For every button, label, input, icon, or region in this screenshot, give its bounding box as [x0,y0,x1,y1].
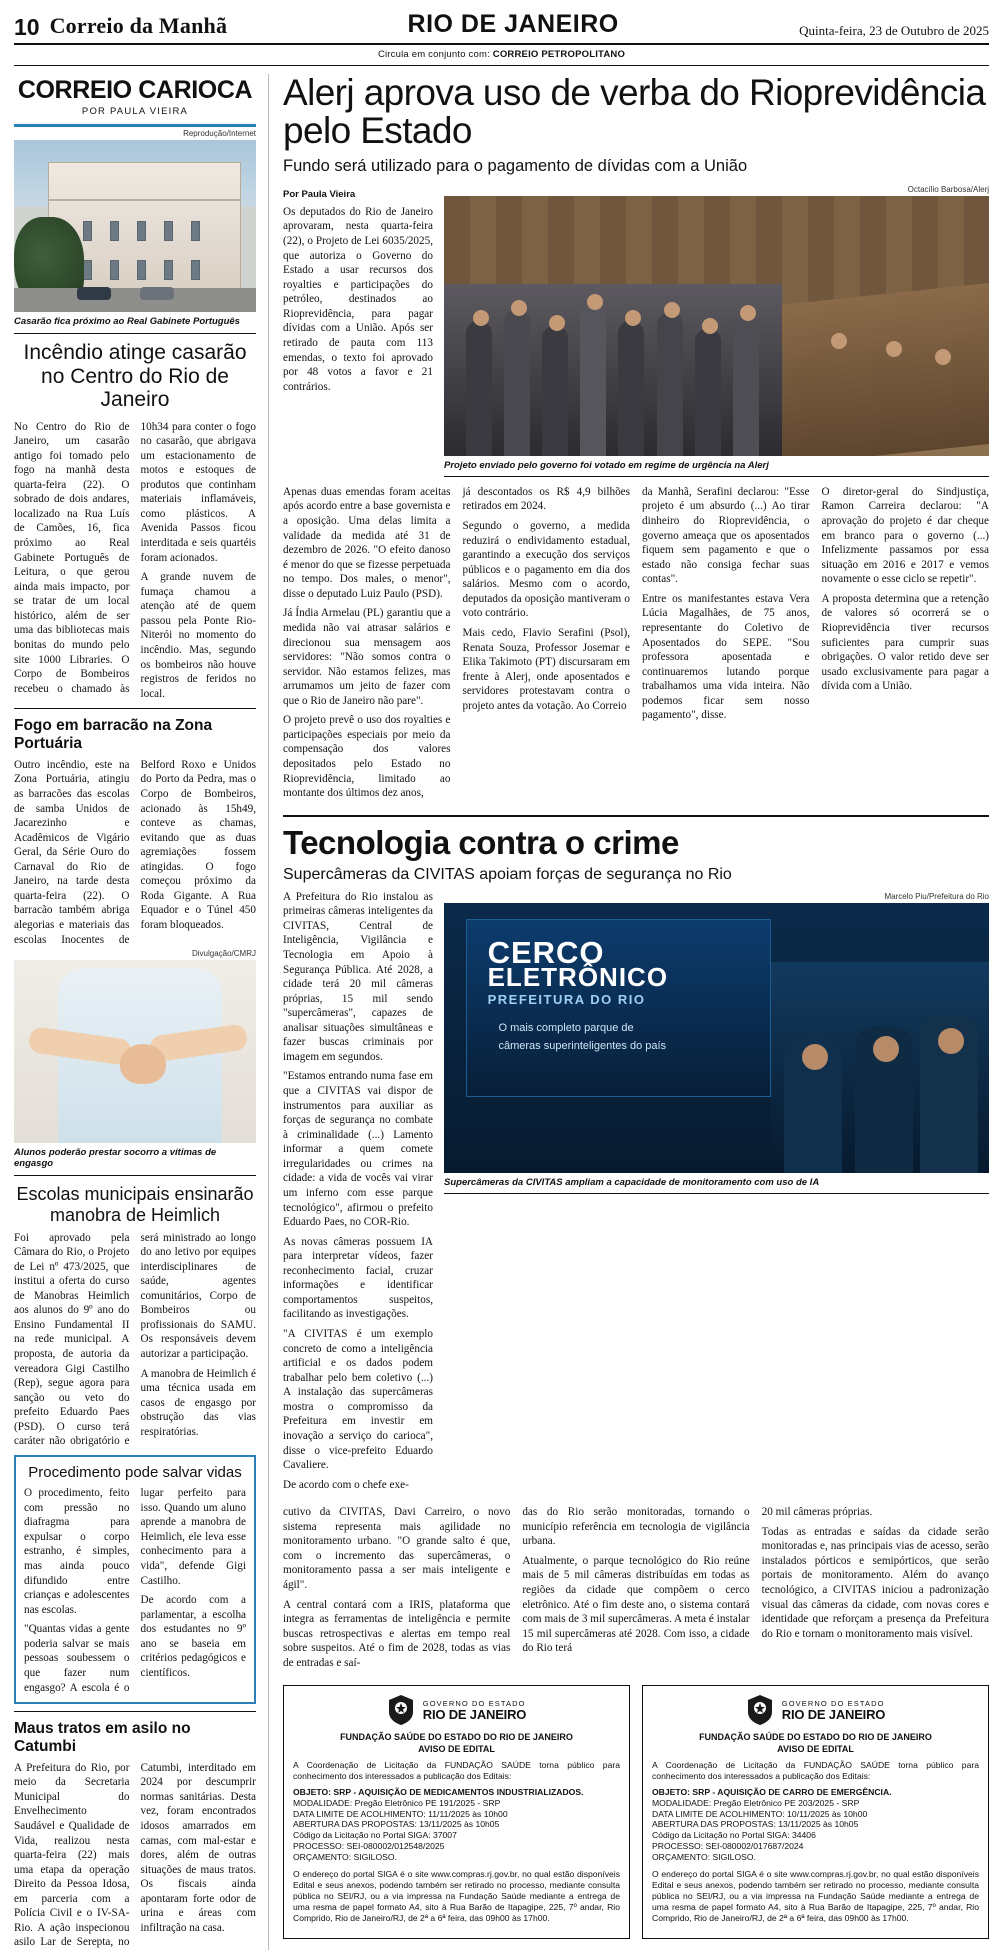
edital-footer-2: O endereço do portal SIGA é o site www.compras.rj.gov.br, no qual estão disponíveis Edital e seus anexos, podendo também ser retirado no processo, mediante consulta pública no SEI/RJ, ou a via impressa na Fundação Saúde mediante a entrega de uma resma de papel formato A4, sito à Rua Barão de Itapagipe, 225, 7º andar, Rio Comprido, Rio de Janeiro/RJ, de 2ª a 6ª feira, das 09h00 às 17h00. [652,1869,979,1923]
tech-col-2 [522,1505,749,1675]
edital-intro-2: A Coordenação de Licitação da FUNDAÇÃO SAÚDE torna público para conhecimento dos interessados a publicação dos Editais: [652,1759,979,1781]
photo-credit-civitas: Marcelo Piu/Prefeitura do Rio [884,891,989,901]
edital-orcamento-1: ORÇAMENTO: SIGILOSO. [293,1852,397,1863]
gov-line-2: RIO DE JANEIRO [781,1706,886,1722]
story-escolas [14,1231,256,1449]
edital-intro-1: A Coordenação de Licitação da FUNDAÇÃO SAÚDE torna público para conhecimento dos interessados a publicação dos Editais: [293,1759,620,1781]
alerj-body-columns [283,485,989,806]
box-procedimento [14,1455,256,1704]
alerj-lead-p1: Os deputados do Rio de Janeiro aprovaram, nesta quarta-feira (22), o Projeto de Lei 6035/2025, que autoriza o Governo do Estado a usar recursos dos royalties e participações do petróleo, destinados ao Rioprevidência, para pagar dívidas com a União. Após ser retirado de pauta com 113 emendas, o texto foi aprovado por 48 votos a favor e 21 contrários. [283,205,433,393]
edital-title-line1: FUNDAÇÃO SAÚDE DO ESTADO DO RIO DE JANEIRO [340,1732,573,1743]
alerj-col-3 [642,485,810,806]
caption-casarao: Casarão fica próximo ao Real Gabinete Português [14,312,256,334]
story-procedimento [24,1486,246,1695]
story-procedimento-p3: De acordo com a parlamentar, a escolha dos estudantes no 9º ano se baseia em critérios pedagógicos e científicos. [140,1594,246,1679]
caption-alerj: Projeto enviado pelo governo foi votado em regime de urgência na Alerj [444,456,989,477]
tech-body-columns [283,1505,989,1675]
headline-tecnologia: Tecnologia contra o crime [283,823,679,861]
coat-of-arms-icon [746,1694,774,1726]
screen-line-5: câmeras superinteligentes do país [498,1040,667,1053]
edital-modalidade-2: MODALIDADE: Pregão Eletrônico PE 203/2025 - SRP [652,1797,860,1808]
photo-credit-alerj: Octacílio Barbosa/Alerj [907,184,989,194]
screen-line-2: ELETRÔNICO [487,962,669,993]
alerj-col-1 [283,485,451,806]
gov-line-1: GOVERNO DO ESTADO [422,1698,526,1708]
edital-processo-1: PROCESSO: SEI-080002/012548/2025 [293,1841,445,1852]
edital-medicamentos [283,1685,630,1938]
alerj-lead-column [283,183,433,477]
circulation-note [14,45,989,66]
edital-lines-2 [652,1787,979,1863]
photo-alerj-plenario [444,196,989,456]
screen-line-4: O mais completo parque de [498,1021,634,1034]
photo-casarao [14,140,256,312]
edital-processo-2: PROCESSO: SEI-080002/017687/2024 [652,1841,804,1852]
headline-barracao: Fogo em barracão na Zona Portuária [14,717,213,753]
edital-title-2 [652,1732,979,1755]
alerj-c4-p2: A proposta determina que a retenção de valores só ocorrerá se o Rioprevidência tiver recursos suficientes para cumprir suas obrigações. O valor retido deve ser usado exclusivamente para pagar a dívida com a União. [821,592,989,693]
photo-civitas [444,903,989,1173]
circulation-partner: CORREIO PETROPOLITANO [492,49,626,60]
masthead [14,0,989,45]
alerj-c2-p3: Mais cedo, Flavio Serafini (Psol), Renata Souza, Professor Josemar e Elika Takimoto (PT) discursaram em frente à Alerj, onde aposentados e servidores protestavam contra o projeto antes da votação. Ao Correio [462,626,630,712]
gov-logo-text-2 [782,1700,885,1722]
circulation-prefix: Circula em conjunto com: [377,49,490,60]
edital-abertura-2: ABERTURA DAS PROPOSTAS: 13/11/2025 às 10h05 [652,1819,859,1830]
edital-modalidade-1: MODALIDADE: Pregão Eletrônico PE 191/2025 - SRP [293,1797,501,1808]
edital-title-line2: AVISO DE EDITAL [777,1743,854,1754]
tech-lead-p3: As novas câmeras possuem IA para interpretar vídeos, fazer reconhecimento facial, cruzar informações e identificar comportamentos suspeitos, facilitando as investigações. [283,1235,433,1321]
story-incendio [14,420,256,702]
story-escolas-p2: A manobra de Heimlich é uma técnica usada em casos de engasgo por obstrução das vias respiratórias. [140,1367,256,1438]
story-incendio-p1: No Centro do Rio de Janeiro, um casarão antigo foi tomado pelo fogo na manhã desta quarta-feira (22). O sobrado de dois andares, localizado na Rua Luís de Camões, 16, fica próximo ao Real Gabinete Português de Leitura, o que gerou ainda mais impacto, por se tratar de um local histórico, além de ser uma das bibliotecas mais bonitas do mundo pelo site 1000 Libraries. O Corpo de Bombeiros recebeu o chamado às 10h34 para conter o fogo no casarão, que abrigava um estacionamento de motos e estoques de produtos que continham materiais inflamáveis, como plásticos. A Avenida Passos ficou interditada e seis quartéis foram acionados. [14,420,256,695]
subhead-tecnologia: Supercâmeras da CIVITAS apoiam forças de segurança no Rio [283,865,732,883]
alerj-c1-p1: Apenas duas emendas foram aceitas após acordo entre a base governista e a oposição. Uma delas limita a validade da medida até 31 de dezembro de 2026. "O efeito danoso é menor do que se fizesse perpetuada no tempo. Dos males, o menor", disse o deputado Luiz Paulo (PSD). [283,485,451,600]
edital-codigo-2: Código da Licitação no Portal SIGA: 34406 [652,1830,816,1841]
edital-title-1 [293,1732,620,1755]
alerj-c4-p1: O diretor-geral do Sindjustiça, Ramon Carreira declarou: "A aprovação do projeto é dar cheque em branco para o governo (...) Infelizmente passamos por essa situação em 2016 e 2017 e vemos novamente o esse ciclo se repetir". [821,485,989,586]
edital-carro-emergencia [642,1685,989,1938]
story-procedimento-p2: "Quantas vidas a gente poderia salvar se mais pessoas soubessem o que fazer num engasgo? A escola é o lugar perfeito para isso. Quando um aluno aprende a manobra de Heimlich, ele leva esse conhecimento para a vida", defende Gigi Castilho. [24,1487,246,1694]
alerj-c3-p2: Entre os manifestantes estava Vera Lúcia Magalhães, de 75 anos, representante do Coletivo de Aposentados do SEPE. "Sou professora aposentada e continuaremos lutando porque trabalhamos uma vida inteira. Não podemos ficar sem nosso pagamento", disse. [642,592,810,722]
edital-data-limite-2: DATA LIMITE DE ACOLHIMENTO: 10/11/2025 às 10h00 [652,1808,868,1819]
alerj-c3-p1: da Manhã, Serafini declarou: "Esse projeto é um absurdo (...) Ao tirar dinheiro do Rioprevidência, o governo ameaça que os aposentados fiquem sem pagamento e que o estado não consiga fechar suas contas". [642,485,810,586]
headline-maus-tratos: Maus tratos em asilo no Catumbi [14,1720,191,1755]
edital-data-limite-1: DATA LIMITE DE ACOLHIMENTO: 11/11/2025 às 10h00 [293,1808,508,1819]
screen-line-1: CERCO [487,935,605,971]
headline-procedimento: Procedimento pode salvar vidas [28,1463,242,1481]
alerj-col-4 [822,485,990,806]
tech-c1-p2: A central contará com a IRIS, plataforma que integra as ferramentas de inteligência e permite buscas retrospectivas e alertas em tempo real sobre suspeitos. Até o fim de 2028, todas as vias de entradas e saí- [283,1598,511,1669]
right-column [269,74,989,1950]
byline-alerj: Por Paula Vieira [283,188,356,200]
tech-col-1 [283,1505,510,1675]
tech-lead-p5: De acordo com o chefe exe- [283,1478,409,1491]
edital-abertura-1: ABERTURA DAS PROPOSTAS: 13/11/2025 às 10h05 [293,1819,500,1830]
coat-of-arms-icon [387,1694,415,1726]
tech-col-3 [762,1505,989,1675]
tech-c2-p1: das do Rio serão monitoradas, tornando o município referência em tecnologia de vigilância urbana. [522,1506,750,1548]
correio-carioca-header [14,74,256,119]
tech-c3-p1: 20 mil câmeras próprias. [761,1506,873,1519]
tech-c2-p2: Atualmente, o parque tecnológico do Rio reúne mais de 5 mil câmeras distribuídas em todas as regiões da cidade que compõem o cerco eletrônico. Até o fim deste ano, o sistema contará com mais de 3 mil supercâmeras. A meta é instalar 15 mil supercâmeras até 2028. Com isso, a cidade do Rio terá [522,1554,750,1655]
edital-title-line2: AVISO DE EDITAL [418,1743,495,1754]
story-barracao-p1: Outro incêndio, este na Zona Portuária, atingiu as barracões das escolas de samba Unidos de Jacarezinho e Acadêmicos de Vigário Geral, da Série Ouro do Carnaval do Rio de Janeiro, na tarde desta quarta-feira (22). O barracão também abriga alegorias e materiais das escolas Inocentes de Belford Roxo e Unidos do Porto da Pedra, mas o Corpo de Bombeiros, acionado às 15h49, conteve as chamas, evitando que as duas agremiações fossem atingidas. O fogo começou próximo da Roda Gigante. A Rua Equador e o Túnel 450 foram bloqueados. [14,758,256,946]
headline-alerj: Alerj aprova uso de verba do Rioprevidência pelo Estado [283,72,986,152]
tech-lead-column [283,890,433,1498]
caption-civitas: Supercâmeras da CIVITAS ampliam a capacidade de monitoramento com uso de IA [444,1173,989,1194]
alerj-photo-block [444,183,989,477]
edital-codigo-1: Código da Licitação no Portal SIGA: 37007 [293,1830,457,1841]
page-number: 10 [14,14,40,40]
story-procedimento-p1: O procedimento, feito com pressão no diafragma para expulsar o corpo estranho, é simples, mas ainda pouco difundido entre crianças e adolescentes nas escolas. [24,1487,130,1616]
alerj-c1-p3: O projeto prevê o uso dos royalties e participações especiais por meio da compensação dos valores depositados pelo Estado no Rioprevidência, limitado ao montante dos últimos dez anos, [283,714,451,800]
gov-line-2: RIO DE JANEIRO [422,1706,527,1722]
edital-objeto-1: OBJETO: SRP - AQUISIÇÃO DE MEDICAMENTOS INDUSTRIALIZADOS. [293,1786,584,1797]
headline-incendio: Incêndio atinge casarão no Centro do Rio de Janeiro [23,341,247,412]
gov-line-1: GOVERNO DO ESTADO [781,1698,885,1708]
photo-credit-casarao: Reprodução/Internet [183,129,256,138]
edital-orcamento-2: ORÇAMENTO: SIGILOSO. [652,1852,756,1863]
caption-heimlich: Alunos poderão prestar socorro a vítimas de engasgo [14,1143,256,1176]
alerj-col-2 [463,485,631,806]
section-title: RIO DE JANEIRO [407,10,619,38]
tech-lead-p2: "Estamos entrando numa fase em que a CIVITAS vai dispor de instrumentos para auxiliar as forças de segurança no combate à criminalidade (...) Lamento informar a quem comete irregularidades ou crimes na cidade: a vida de vocês vai virar um inferno com esse parque tecnológico", afirmou o prefeito Eduardo Paes, no COR-Rio. [283,1070,433,1229]
tech-photo-block [444,890,989,1498]
edital-title-line1: FUNDAÇÃO SAÚDE DO ESTADO DO RIO DE JANEIRO [699,1732,932,1743]
gov-logo-2 [652,1694,979,1726]
story-escolas-p1: Foi aprovado pela Câmara do Rio, o Projeto de Lei nº 473/2025, que institui a oferta do curso de Manobras Heimlich aos alunos do 9º ano do Ensino Fundamental II na rede municipal. A proposta, de autoria da vereadora Gigi Castilho (Rep), segue agora para sanção ou veto do prefeito Eduardo Paes (PSD). O curso terá caráter não obrigatório e será ministrado ao longo do ano letivo por equipes interdisciplinares de saúde, agentes comunitários, Corpo de Bombeiros ou profissionais do SAMU. Os responsáveis devem autorizar a participação. [14,1231,256,1448]
story-barracao [14,758,256,947]
left-column [14,74,269,1950]
edition-date: Quinta-feira, 23 de Outubro de 2025 [799,23,989,38]
edital-objeto-2: OBJETO: SRP - AQUISIÇÃO DE CARRO DE EMERGÊNCIA. [652,1786,892,1797]
tech-lead-p1: A Prefeitura do Rio instalou as primeiras câmeras inteligentes da CIVITAS, Central de Inteligência, Vigilância e Tecnologia em Apoio à Segurança Pública. Até 2028, a cidade terá 20 mil câmeras próprias, 15 mil sendo "supercâmeras", capazes de analisar situações simultâneas e fazer buscas criminais por imagem em segundos. [283,890,433,1063]
correio-carioca-author: POR PAULA VIEIRA [81,106,189,117]
gov-logo-text-1 [423,1700,526,1722]
edital-lines-1 [293,1787,620,1863]
editais-row [283,1685,989,1938]
edital-footer-1: O endereço do portal SIGA é o site www.compras.rj.gov.br, no qual estão disponíveis Edital e seus anexos, podendo também ser retirado no processo, mediante consulta pública no SEI/RJ, ou a via impressa na Fundação Saúde mediante a entrega de uma resma de papel formato A4, sito à Rua Barão de Itapagipe, 225, 7º andar, Rio Comprido, Rio de Janeiro/RJ, de 2ª a 6ª feira, das 09h00 às 17h00. [293,1869,620,1923]
tech-c1-p1: cutivo da CIVITAS, Davi Carreiro, o novo sistema representa mais agilidade no monitoramento urbano. "O grande salto é que, com o incremento das supercâmeras, o monitoramento passa a ser mais inteligente e ágil". [283,1506,511,1592]
screen-line-3: PREFEITURA DO RIO [487,991,646,1007]
story-incendio-p2: A grande nuvem de fumaça chamou a atenção até de quem passou pela Ponte Rio-Niterói no momento do incêndio. Mas, segundo os bombeiros não houve registros de feridos no local. [140,571,256,700]
headline-escolas: Escolas municipais ensinarão manobra de Heimlich [16,1184,254,1225]
photo-credit-heimlich: Divulgação/CMRJ [191,949,256,959]
story-maus-tratos [14,1761,256,1950]
paper-name: Correio da Manhã [49,13,228,38]
alerj-c2-p1: já descontados os R$ 4,9 bilhões retirados em 2024. [462,485,630,513]
subhead-alerj: Fundo será utilizado para o pagamento de dívidas com a União [283,156,748,175]
tech-lead-p4: "A CIVITAS é um exemplo concreto de como a inteligência artificial e os dados podem trabalhar pelo bem coletivo (...) A instalação das supercâmeras mostra o compromisso da Prefeitura em investir em inovação a serviço do carioca", disse o vice-prefeito Eduardo Cavaliere. [283,1328,433,1472]
story-maus-tratos-p1: A Prefeitura do Rio, por meio da Secretaria Municipal do Envelhecimento Saudável e Qualidade de Vida, realizou nesta quarta-feira (22) mais uma etapa da operação Direito da Pessoa Idosa, em parceria com a Polícia Civil e o IV-SA-Rio. A ação inspecionou asilo Lar de Serepta, no Catumbi, interditado em 2024 por descumprir normas sanitárias. Desta vez, foram encontrados idosos amarrados em camas, com mal-estar e dores, além de outras situações de maus tratos. Os fiscais ainda apontaram forte odor de urina e áreas com infiltração na casa. [14,1761,256,1949]
photo-heimlich [14,960,256,1143]
correio-carioca-title: CORREIO CARIOCA [17,76,253,104]
alerj-c1-p2: Já Índia Armelau (PL) garantiu que a medida não vai atrasar salários e direcionou sua mensagem aos servidores: "Não somos contra o servidor. Não estamos felizes, mas arrumamos um jeito de fazer com que o Rio de Janeiro não pare". [283,607,451,707]
alerj-c2-p2: Segundo o governo, a medida reduzirá o endividamento estadual, garantindo a execução dos serviços públicos e o pagamento em dia dos salários. Mesmo com o acordo, deputados da oposição mantiveram o voto contrário. [462,520,630,620]
gov-logo-1 [293,1694,620,1726]
tech-c3-p2: Todas as entradas e saídas da cidade serão monitoradas e, nas principais vias de acesso, serão instalados pórticos e semipórticos, que serão portais de monitoramento. Além do avanço tecnológico, a CIVITAS iniciou a padronização visual das câmeras da cidade, com novas cores e identidade que reforçam a presença da Prefeitura do Rio e tornam o monitoramento mais visível. [761,1525,989,1640]
